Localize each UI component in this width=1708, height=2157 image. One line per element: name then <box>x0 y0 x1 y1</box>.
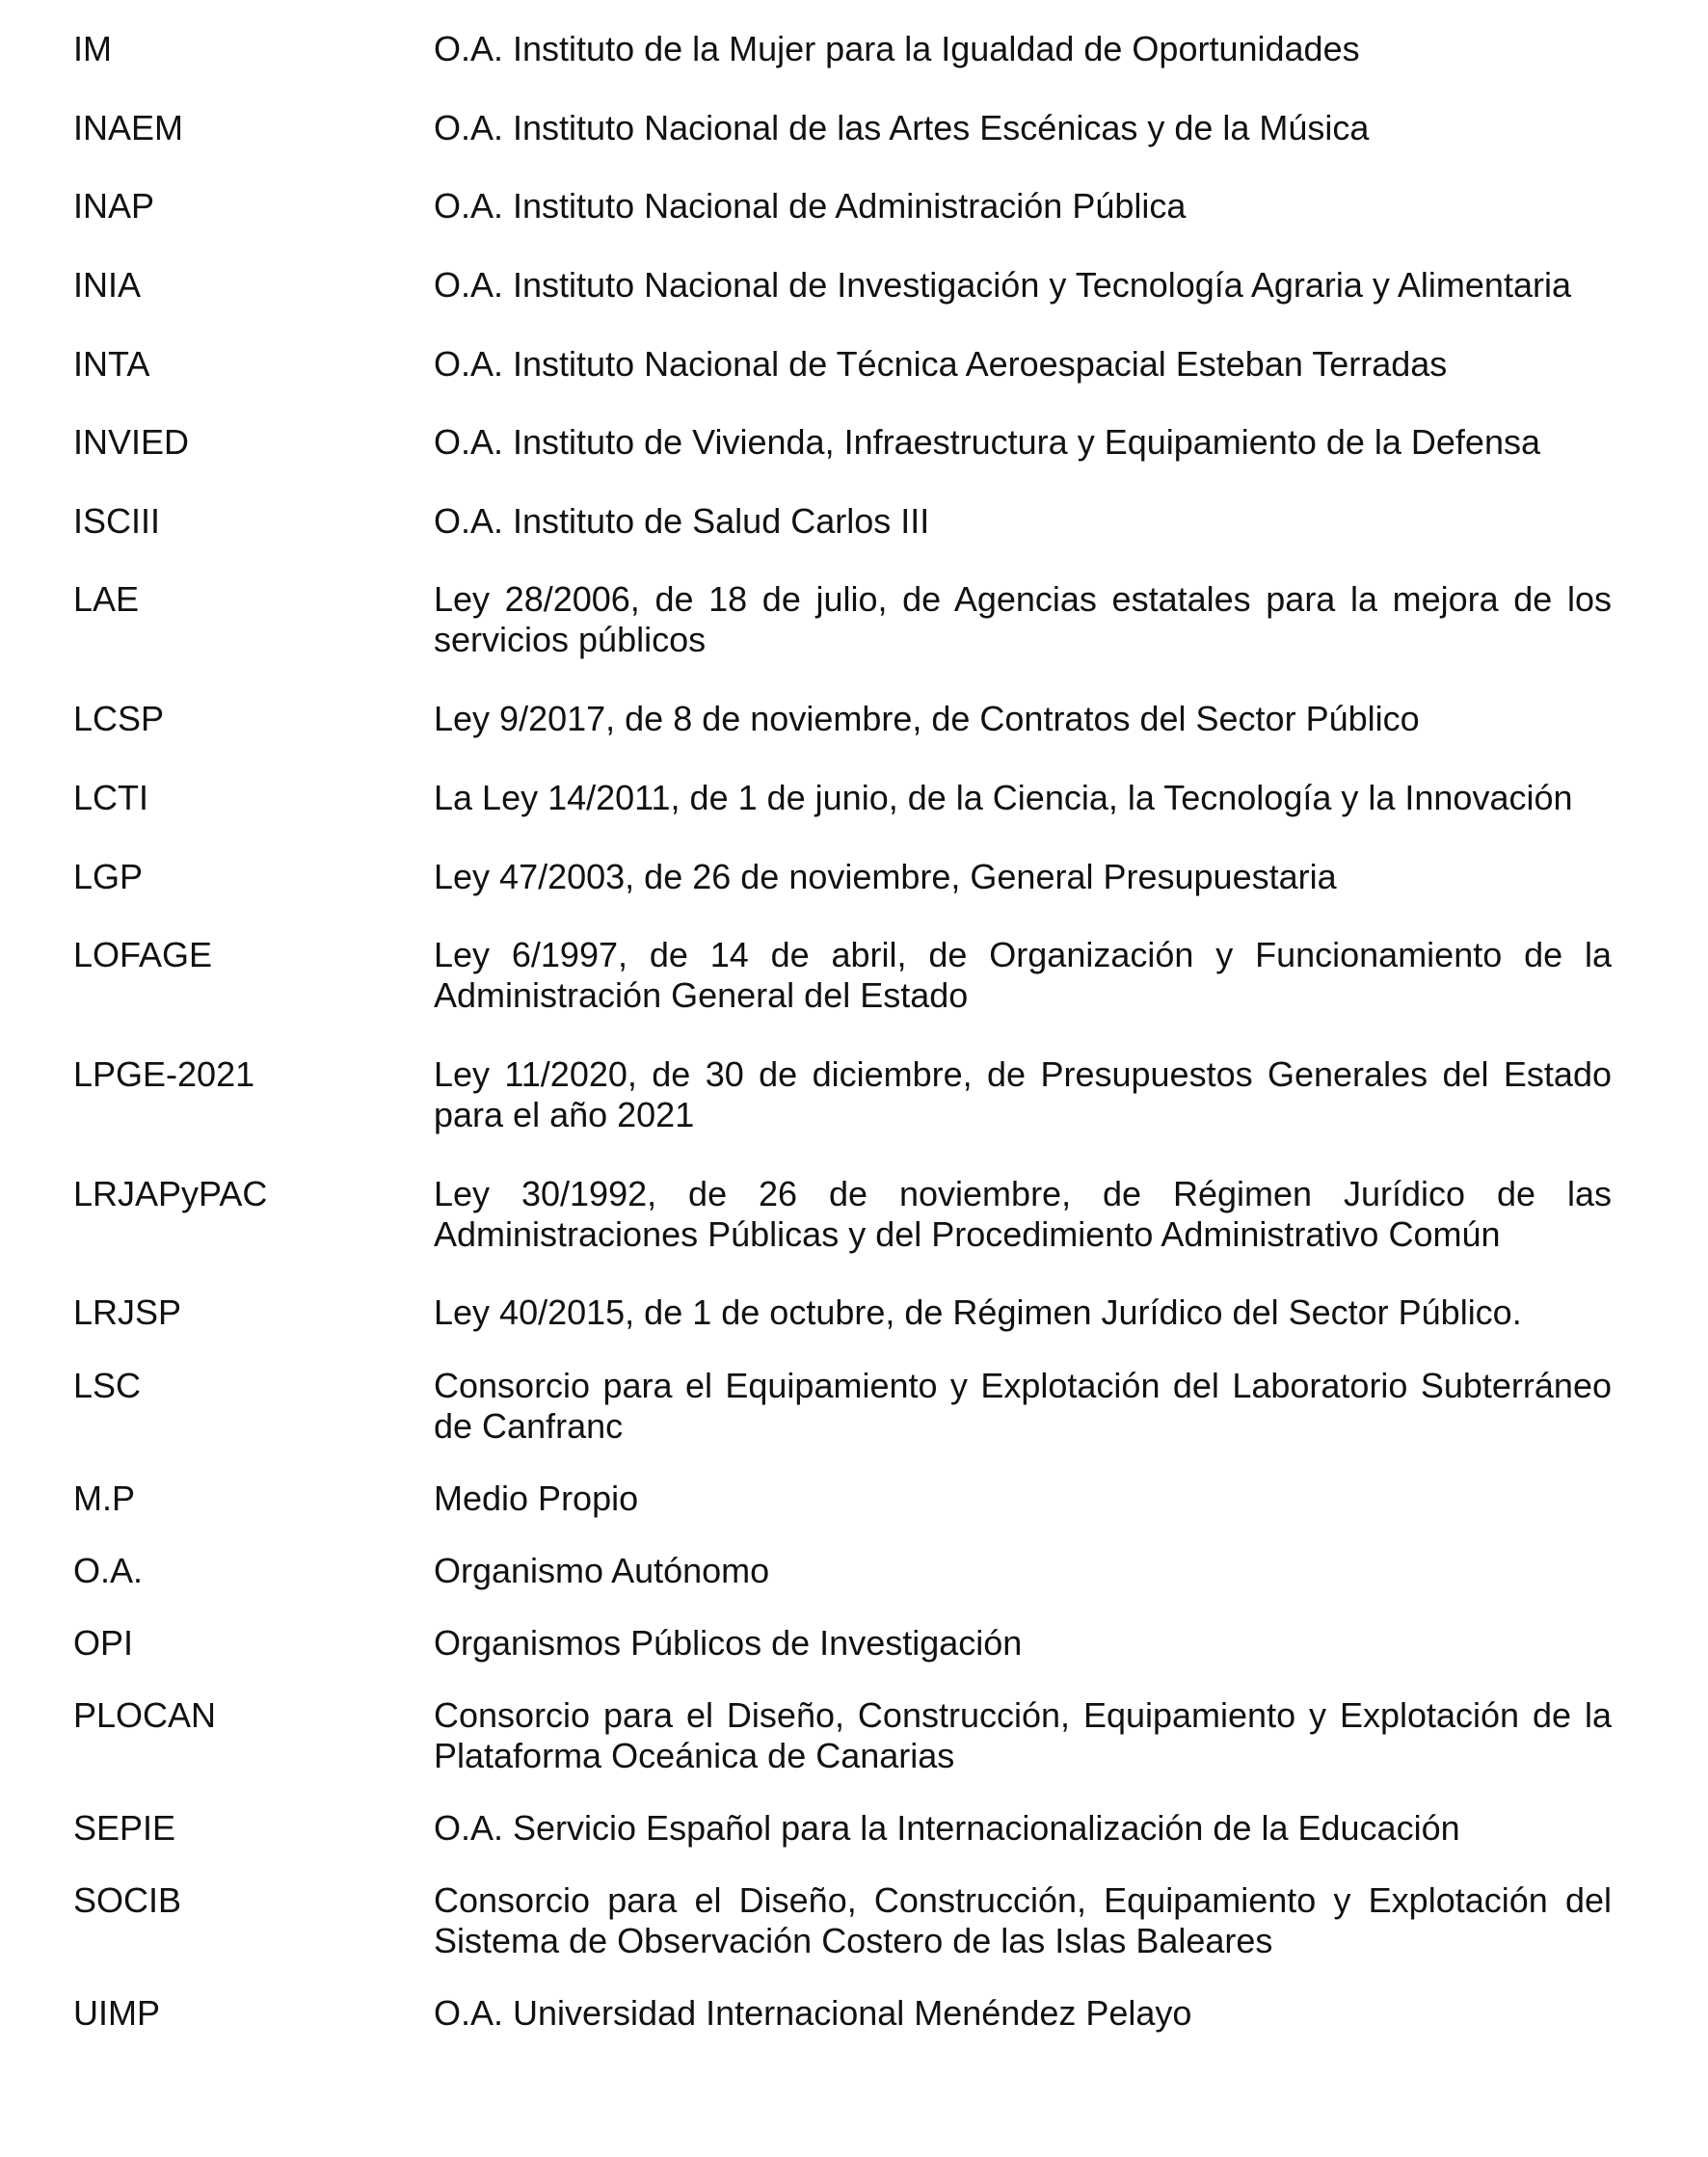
abbreviation: ISCIII <box>73 501 161 541</box>
definition: O.A. Instituto de Vivienda, Infraestructura y Equipamiento de la Defensa <box>434 422 1540 462</box>
abbreviation: LPGE-2021 <box>73 1054 255 1094</box>
definition: Organismo Autónomo <box>434 1551 770 1590</box>
abbreviation: SEPIE <box>73 1808 176 1848</box>
abbreviation: LCSP <box>73 699 165 738</box>
definition: Ley 40/2015, de 1 de octubre, de Régimen Jurídico del Sector Público. <box>434 1292 1522 1332</box>
definition: O.A. Instituto de la Mujer para la Igualdad de Oportunidades <box>434 29 1360 68</box>
definition: Ley 28/2006, de 18 de julio, de Agencias estatales para la mejora de los servicios públicos <box>434 579 1612 659</box>
definition: O.A. Universidad Internacional Menéndez Pelayo <box>434 1993 1192 2033</box>
abbreviation: O.A. <box>73 1551 144 1590</box>
definition: Ley 11/2020, de 30 de diciembre, de Presupuestos Generales del Estado para el año 2021 <box>434 1054 1612 1134</box>
abbreviation: LAE <box>73 579 140 619</box>
definition: O.A. Instituto Nacional de Técnica Aeroespacial Esteban Terradas <box>434 344 1448 384</box>
definition: O.A. Instituto Nacional de Investigación y Tecnología Agraria y Alimentaria <box>434 265 1571 305</box>
definition: Ley 30/1992, de 26 de noviembre, de Régimen Jurídico de las Administraciones Públicas y del Procedimiento Administrativo Común <box>434 1174 1612 1254</box>
definition: Ley 47/2003, de 26 de noviembre, General Presupuestaria <box>434 857 1337 896</box>
definition: Ley 6/1997, de 14 de abril, de Organización y Funcionamiento de la Administración General del Estado <box>434 935 1612 1015</box>
abbreviation: LOFAGE <box>73 935 213 974</box>
abbreviation: LCTI <box>73 778 149 817</box>
definition: Ley 9/2017, de 8 de noviembre, de Contratos del Sector Público <box>434 699 1420 738</box>
abbreviation: LSC <box>73 1366 142 1405</box>
definition: O.A. Instituto Nacional de las Artes Escénicas y de la Música <box>434 108 1370 147</box>
abbreviation: INAEM <box>73 108 184 147</box>
definition: O.A. Instituto de Salud Carlos III <box>434 501 930 541</box>
definition: Consorcio para el Diseño, Construcción, Equipamiento y Explotación del Sistema de Observación Costero de las Islas Baleares <box>434 1880 1612 1960</box>
abbreviation: SOCIB <box>73 1880 182 1920</box>
abbreviation: LRJAPyPAC <box>73 1174 268 1213</box>
definition: O.A. Servicio Español para la Internacionalización de la Educación <box>434 1808 1460 1848</box>
definition: La Ley 14/2011, de 1 de junio, de la Ciencia, la Tecnología y la Innovación <box>434 778 1573 817</box>
abbreviation: INTA <box>73 344 150 384</box>
abbreviation: INIA <box>73 265 142 305</box>
definition: Consorcio para el Diseño, Construcción, Equipamiento y Explotación de la Plataforma Oceánica de Canarias <box>434 1695 1612 1775</box>
abbreviation: IM <box>73 29 112 68</box>
definition: O.A. Instituto Nacional de Administración Pública <box>434 186 1187 226</box>
abbreviation: OPI <box>73 1623 134 1663</box>
abbreviation: PLOCAN <box>73 1695 217 1735</box>
definition: Consorcio para el Equipamiento y Explotación del Laboratorio Subterráneo de Canfranc <box>434 1366 1612 1446</box>
definition: Medio Propio <box>434 1478 639 1518</box>
abbreviation: UIMP <box>73 1993 160 2033</box>
abbreviation: LGP <box>73 857 144 896</box>
definition: Organismos Públicos de Investigación <box>434 1623 1023 1663</box>
abbreviation: M.P <box>73 1478 136 1518</box>
abbreviation: LRJSP <box>73 1292 182 1332</box>
abbreviation: INAP <box>73 186 155 226</box>
abbreviation: INVIED <box>73 422 190 462</box>
